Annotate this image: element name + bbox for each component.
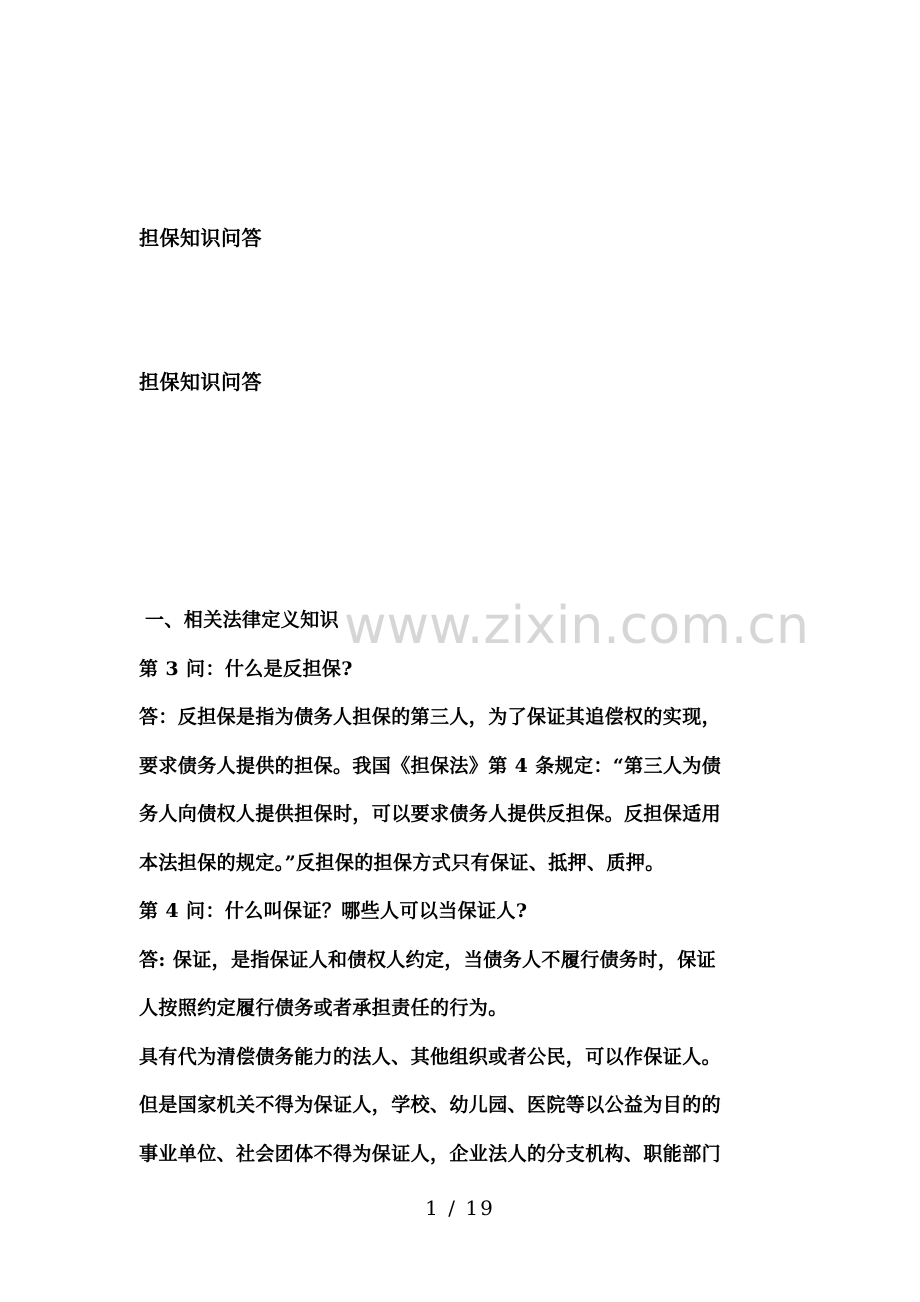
watermark-text: www.zixin.com.cn bbox=[344, 596, 809, 656]
answer-3-line-1: 答：反担保是指为债务人担保的第三人，为了保证其追偿权的实现， bbox=[139, 706, 722, 728]
answer-3-line-3: 务人向债权人提供担保时，可以要求债务人提供反担保。反担保适用 bbox=[139, 803, 722, 825]
question-3: 第 3 问：什么是反担保? bbox=[139, 657, 353, 680]
document-title: 担保知识问答 bbox=[139, 226, 262, 250]
paragraph-line-3: 事业单位、社会团体不得为保证人，企业法人的分支机构、职能部门 bbox=[139, 1142, 722, 1165]
answer-3-line-4: 本法担保的规定。”反担保的担保方式只有保证、抵押、质押。 bbox=[139, 851, 665, 874]
answer-4-line-1: 答: 保证，是指保证人和债权人约定，当债务人不履行债务时，保证 bbox=[139, 948, 717, 971]
question-4: 第 4 问：什么叫保证？哪些人可以当保证人? bbox=[139, 900, 528, 922]
body-text bbox=[139, 602, 809, 1184]
answer-3-line-2: 要求债务人提供的担保。我国《担保法》第 4 条规定：“第三人为债 bbox=[139, 754, 722, 777]
page-number: 1 / 19 bbox=[425, 1196, 495, 1220]
section-heading: 一、相关法律定义知识 bbox=[145, 609, 340, 631]
answer-4-line-2: 人按照约定履行债务或者承担责任的行为。 bbox=[139, 997, 508, 1019]
paragraph-line-1: 具有代为清偿债务能力的法人、其他组织或者公民，可以作保证人。 bbox=[139, 1045, 722, 1068]
paragraph-line-2: 但是国家机关不得为保证人，学校、幼儿园、医院等以公益为目的的 bbox=[139, 1094, 722, 1116]
document-subtitle: 担保知识问答 bbox=[139, 370, 262, 394]
